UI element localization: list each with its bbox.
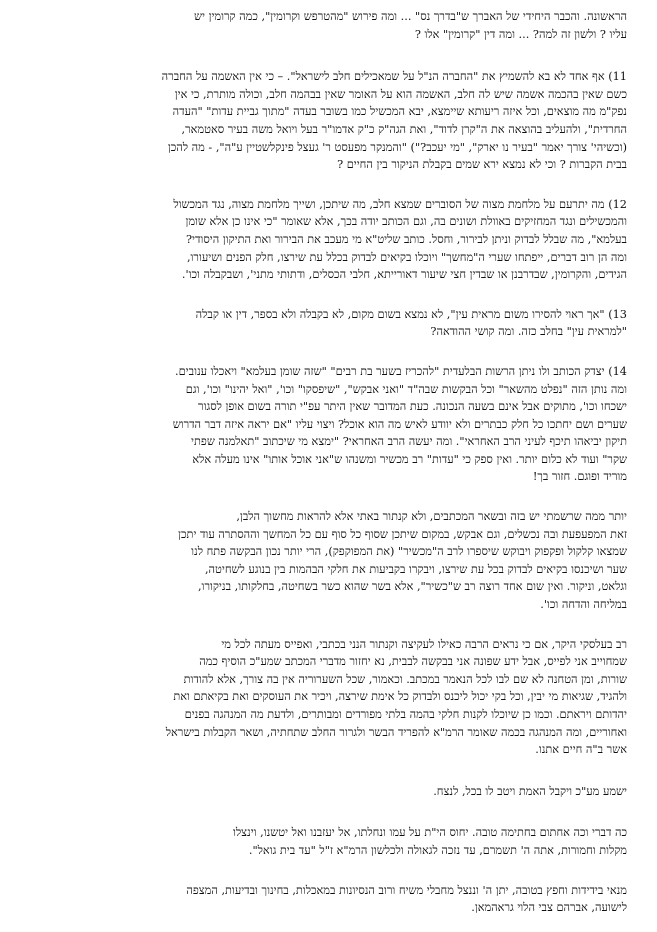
paragraph-13: 13) "אך ראוי להסירו משום מראית עין", לא נמצא בשום מקום, לא בקבלה ולא בספר, דין או קבלה "למראית עין" בחלב כזה. ומה קושי ההודאה?	[195, 307, 627, 339]
paragraph-11: 11) אף אחד לא בא להשמיץ את "החברה הנ"ל על שמאכילים חלב לישראל". – כי אין האשמה על החברה כשם שאין בהכמה אשמה שיש לה חלב, האשמה הוא על האומר שאין בבהמה חלב, וכולה מותרת, כי אין נפק"מ מה מוצאים, וכל איזה ריעותא שיימצא, יבא המכשיל כמו בשובר בעדה "מתוך גביית עדות" "העדה החרדית", ולהעליב בהוצאה את ה"קרן לדוד", ואת הגה"ק כ"ק אדמו"ר בעל ויואל משה בעיר סאטמאר, (וכשיהי' צורך יאמר "בעיר נו יארק", "מי יעכב?") "והמנקר מפעסט ר' געצל פינקלשטיין ע"ה", - מה להכן בבית הקברות ? וכי לא נמצא ירא שמים בקבלת הניקור בין החיים ?	[161, 70, 627, 172]
paragraph-12: 12) מה יתרעם על מלחמת מצוה של הסוברים שמצא חלב, מה שיתכן, ושייך מלחמת מצוה, נגד המכשול והמכשילים ונגד המחזיקים באוולת ושונים בה, וגם הכותב יודה בכך, אלא שאומר "כי אינו כן אלא שומן בעלמא", מה שבלל לבדוק וניתן לבירור, וחסל. כותב שליט"א מי מעכב את הבירור ואת התיקון היסודי? ומה הן רוב דברים, ייפתחו שערי ה"מחשך" ויוכלו בקיאים לבדוק בכלל עת שירצו, חלק הפנים ושיעורו, הגידים, והקרומין, שבדרבנן או שבדין חצי שיעור דאורייתא, חלבי הכסלים, ודתותי מתני', ושבקבלה וכו'.	[173, 197, 627, 282]
paragraph-request: יותר ממה שרשמתי יש בזה ובשאר המכתבים, ולא קנתור באתי אלא להראות מחשוך הלבן, זאת המפעפעת ובה נכשלים, וגם אבקש, במקום שיתכן שסוף כל סוף עם כל המחשך וההסתרה עוד יתכן שמצאו קלקול ופקפוק ויבוקש שיספרו לרב ה"מכשיר" (את המפוקפק), הרי יותר נכון הבקשה פתח לנו שער ושיכנסו בקיאים לבדוק בכל עת שירצו, ויבקרו בקביעות את חלקי הבהמות בין בנוגע לשחיטה, וגלאט, וניקור. ואין שום אחד רוצה רב ש"כשיר", אלא בשר שהוא כשר בשחיטה, בחלקותו, בניקורו, במליחה והדחה וכו'.	[178, 510, 627, 612]
paragraph-address-rabbi: רב בעלסקי היקר, אם כי נראים הרבה כאילו לעקיצה וקנתור הנני בכתבי, ואפייס מעתה לכל מי שמחוייב אני לפייס, אבל ידע שפונה אני בבקשה לבבית, נא יחזור מדברי המכתב שמע"כ הוסיף כמה שורות, ומן הטחנה לא שם לבו לכל הנאמר במכתב. וכאמור, שכל השערוריה אין בה צורך, אלא להודות ולהגיד, שגיאות מי יבין, וכל בקי יכול ליכנס ולבדוק כל אימת שירצה, ויכיר את העוסקים ואת בקיאתם ואת יהדותם ויראתם. וכמו כן שיוכלו לקנות חלקי בהמה בלתי מפורדים ומבותרים, ולדעת מה המנהגה בפנים ואחוריים, ומה המנהגה בכמה שאומר הרמ"א להפריד הבשר ולגרור החלב שתחתיה, ושאר הקבלות בישראל אשר ב"ה חיים אתנו.	[165, 637, 627, 757]
paragraph-closing: כה דברי וכה אחתום בחתימה טובה. יחוס הי"ת על עמו ונחלתו, אל יעזבנו ואל יטשנו, וינצלו מקלות וחמורות, אתה ה' תשמרם, עד נזכה לגאולה ולכלשון הרמ"א ז"ל "עד בית גואל".	[232, 826, 627, 857]
paragraph-opening-questions: הראשונה. והכבר היחידי של האברך ש"בדרך נס" ... ומה פירוש "מהטרפש וקרומין", כמה קרומין יש עליו ? ולשון זה למה? ... ומה דין "קרומין" אלו ?	[194, 10, 627, 41]
paragraph-blessing-line: ישמע מע"כ ויקבל האמת ויטב לו בכל, לנצח.	[433, 784, 627, 798]
signature-paragraph: מנאי בידידות וחפץ בטובה, יתן ה' וננצל מחבלי משיח ורוב הנסיונות במאכלות, בחינוך ובדיעות, המצפה לישועה, אברהם צבי הלוי גראהמאן.	[186, 883, 627, 915]
paragraph-14: 14) יצדק הכותב ולו ניתן הרשות הבלעדית "להכריז בשער בת רבים" "שזה שומן בעלמא" ויאכלו ענובים. ומה נותן הזה "נפלט מהשאר" וכל הבקשות שבה"ד "ואני אבקש", "שיפסקו" וכו', "ואל יהינו" וכו', וגם ישכחו וכו', מתוקים אבל אינם בשעה הנכונה. כעת המדובר שאין היתר עפ"י תורה בשום אופן לסגור שערים ושם יחתכו כל חלק כבתרים ולא יוודע לאיש מה הוא אוכל? ויצוי עליו "אם יראה איזה דבר הדרוש תיקון יביאהו תיכף לעיני הרב האחראי". ומה יעשה הרב האחראי? "ימצא מי שיכתוב "תאלמנה שפתי שקר" ועוד לא כלום יותר. ואין ספק כי "עדות" רב מכשיר ומשנהו ש"אני אוכל אותו" אינו מעלה אלא מוריד ופוגם. חזור בך!	[172, 364, 627, 484]
